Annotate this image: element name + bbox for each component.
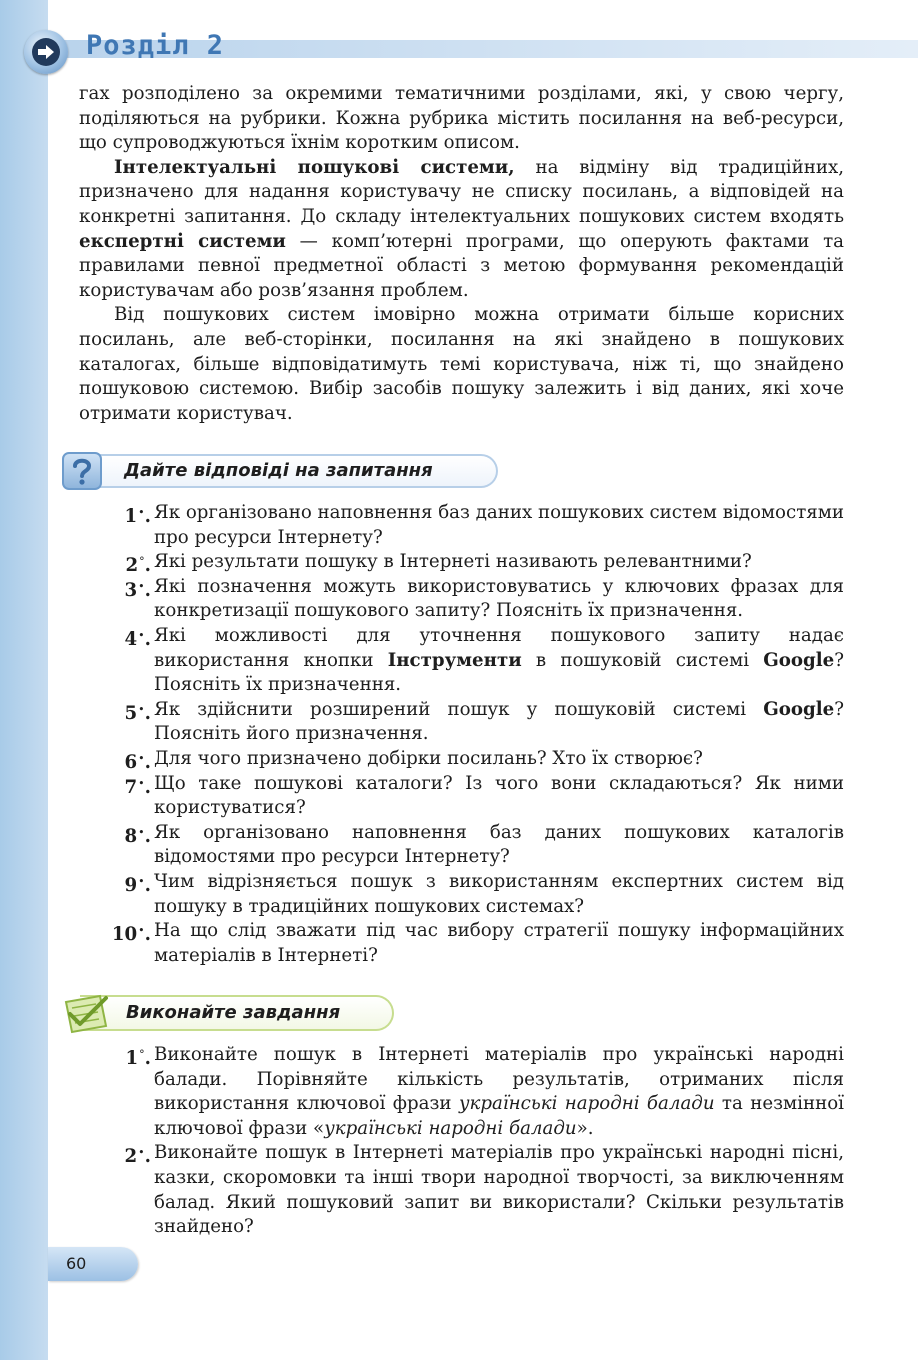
checklist-icon: [60, 992, 114, 1034]
page-sidebar: [0, 0, 48, 1360]
tasks-title: Виконайте завдання: [126, 1002, 341, 1023]
question-2: 2°. Які результати пошуку в Інтернеті називають релевантними?: [125, 551, 752, 577]
page-number-tab: [48, 1247, 138, 1281]
questions-list: [79, 501, 844, 968]
intro-paragraph-2: Інтелектуальні пошукові системи, на відміну від традиційних, призначено для надання користувачу не списку посилань, а відповідей на конкретні запитання. До складу інтелектуальних пошукових систем входять експертні системи — комп’ютерні програми, що оперують фактами та правилами певної предметної області з метою формування рекомендацій користувачам або розв’язання проблем.: [79, 156, 845, 301]
task-1: 1°. Виконайте пошук в Інтернеті матеріалів про українські народні балади. Порівняйте кількість результатів, отриманих після використання ключової фрази українські народні балади та незмінної ключової фрази «українські народні балади».: [125, 1044, 845, 1139]
chapter-arrow-icon: [24, 30, 68, 74]
chapter-title: Розділ 2: [86, 30, 225, 61]
question-5: 5•. Як здійснити розширений пошук у пошуковій системі Google? Поясніть його призначення.: [124, 698, 844, 745]
arrow-right-icon: [37, 44, 55, 60]
term-expert-systems: експертні системи: [79, 230, 286, 252]
task-2: 2•. Виконайте пошук в Інтернеті матеріалів про українські народні пісні, казки, скоромовки та інші твори народної творчості, за виключенням балад. Який пошуковий запит ви використали? Скільки результатів знайдено?: [124, 1142, 844, 1238]
question-4: 4•. Які можливості для уточнення пошукового запиту надає використання кнопки Інструменти в пошуковій системі Google? Поясніть їх призначення.: [124, 624, 845, 696]
question-10: 10•. На що слід зважати під час вибору стратегії пошуку інформаційних матеріалів в Інтернеті?: [111, 920, 844, 966]
question-6: 6•. Для чого призначено добірки посилань? Хто їх створює?: [124, 747, 703, 773]
intro-paragraph-1: гах розподілено за окремими тематичними розділами, які, у свою чергу, поділяються на рубрики. Кожна рубрика містить посилання на веб-ресурси, що супроводжуються їхнім коротким описом.: [79, 83, 844, 154]
question-1: 1•. Як організовано наповнення баз даних пошукових систем відомостями про ресурси Інтернету?: [124, 502, 844, 548]
question-8: 8•. Як організовано наповнення баз даних пошукових каталогів відомостями про ресурси Інтернету?: [124, 821, 844, 868]
question-3: 3•. Які позначення можуть використовуватись у ключових фразах для конкретизації пошукового запиту? Поясніть їх призначення.: [124, 575, 844, 622]
question-9: 9•. Чим відрізняється пошук з використанням експертних систем від пошуку в традиційних пошукових системах?: [124, 870, 844, 917]
page-number: 60: [66, 1254, 87, 1273]
tasks-list: [79, 1043, 844, 1240]
intro-text: [79, 82, 844, 426]
term-intelligent-search: Інтелектуальні пошукові системи,: [114, 156, 515, 178]
question-mark-icon: [62, 452, 102, 490]
question-7: 7•. Що таке пошукові каталоги? Із чого вони складаються? Як ними користуватися?: [124, 772, 844, 819]
intro-paragraph-3: Від пошукових систем імовірно можна отримати більше корисних посилань, але веб-сторінки, посилання на які знайдено в пошукових каталогах, більше відповідатимуть темі користувача, ніж ті, що знайдено пошуковою системою. Вибір засобів пошуку залежить і від даних, які хоче отримати користувач.: [79, 304, 844, 424]
questions-header: [60, 452, 500, 490]
questions-title: Дайте відповіді на запитання: [124, 460, 433, 481]
tasks-header: [60, 992, 396, 1034]
